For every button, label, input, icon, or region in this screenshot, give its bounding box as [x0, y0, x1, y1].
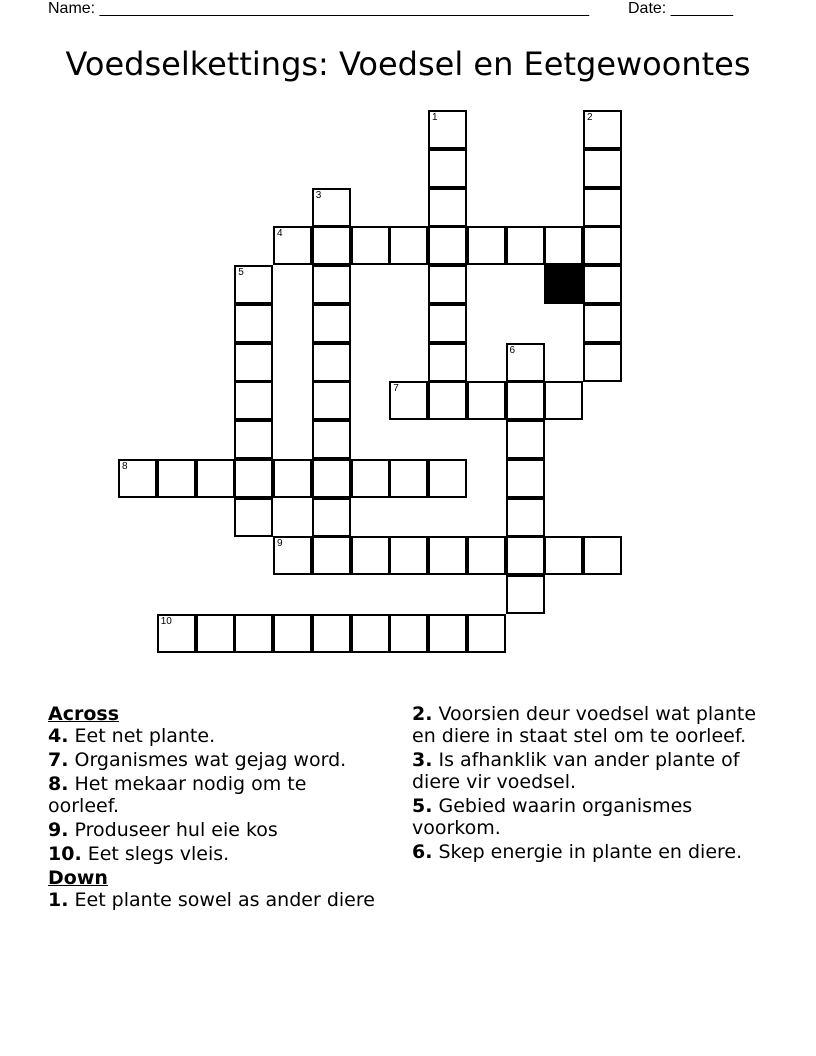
grid-cell[interactable] [506, 498, 545, 537]
grid-cell[interactable] [544, 381, 583, 420]
grid-cell[interactable] [506, 226, 545, 265]
grid-cell[interactable] [312, 188, 351, 227]
clues-column-right [412, 703, 782, 865]
grid-cell[interactable] [234, 265, 273, 304]
clue-across-4: 4. Eet net plante. [48, 725, 216, 747]
clue-across-9: 9. Produseer hul eie kos [48, 819, 278, 841]
grid-cell[interactable] [544, 536, 583, 575]
clue-number: 6 [509, 344, 516, 356]
clue-down-5: 5. Gebied waarin organismes voorkom. [412, 795, 693, 839]
grid-cell[interactable] [428, 614, 467, 653]
grid-cell[interactable] [273, 536, 312, 575]
grid-cell[interactable] [428, 110, 467, 149]
grid-cell[interactable] [312, 536, 351, 575]
grid-cell[interactable] [428, 149, 467, 188]
grid-cell[interactable] [583, 188, 622, 227]
grid-cell[interactable] [351, 614, 390, 653]
grid-cell[interactable] [389, 381, 428, 420]
grid-cell[interactable] [583, 304, 622, 343]
grid-cell[interactable] [583, 110, 622, 149]
down-heading: Down [48, 867, 108, 889]
grid-cell[interactable] [312, 614, 351, 653]
grid-cell[interactable] [234, 381, 273, 420]
grid-cell[interactable] [583, 536, 622, 575]
grid-cell[interactable] [583, 226, 622, 265]
clue-across-7: 7. Organismes wat gejag word. [48, 749, 347, 771]
grid-cell[interactable] [544, 226, 583, 265]
grid-cell[interactable] [428, 188, 467, 227]
name-field[interactable]: Name: _______________________________________________________ [48, 0, 589, 17]
grid-cell[interactable] [273, 614, 312, 653]
date-field[interactable]: Date: _______ [628, 0, 733, 17]
grid-cell[interactable] [583, 149, 622, 188]
grid-cell[interactable] [428, 459, 467, 498]
clue-number: 10 [160, 615, 172, 627]
filled-cell [544, 265, 583, 304]
clue-number: 2 [587, 112, 593, 123]
grid-cell[interactable] [428, 536, 467, 575]
grid-cell[interactable] [428, 265, 467, 304]
clue-across-10: 10. Eet slegs vleis. [48, 843, 230, 865]
grid-cell[interactable] [506, 381, 545, 420]
grid-cell[interactable] [428, 304, 467, 343]
grid-cell[interactable] [467, 614, 506, 653]
grid-cell[interactable] [389, 459, 428, 498]
grid-cell[interactable] [312, 498, 351, 537]
clue-number: 5 [238, 267, 244, 278]
grid-cell[interactable] [506, 343, 545, 382]
across-heading: Across [48, 703, 120, 725]
grid-cell[interactable] [389, 614, 428, 653]
clue-down-1: 1. Eet plante sowel as ander diere [48, 889, 375, 911]
grid-cell[interactable] [506, 536, 545, 575]
clue-down-2: 2. Voorsien deur voedsel wat plante en diere in staat stel om te oorleef. [412, 703, 757, 747]
grid-cell[interactable] [428, 226, 467, 265]
grid-cell[interactable] [389, 536, 428, 575]
grid-cell[interactable] [118, 459, 157, 498]
grid-cell[interactable] [351, 459, 390, 498]
page-title: Voedselkettings: Voedsel en Eetgewoontes [65, 45, 751, 83]
grid-cell[interactable] [312, 381, 351, 420]
clue-number: 4 [277, 228, 283, 240]
clue-number: 7 [393, 383, 399, 395]
grid-cell[interactable] [273, 226, 312, 265]
grid-cell[interactable] [312, 459, 351, 498]
grid-cell[interactable] [157, 459, 196, 498]
clue-down-6: 6. Skep energie in plante en diere. [412, 841, 743, 863]
grid-cell[interactable] [389, 226, 428, 265]
clue-number: 3 [315, 189, 322, 201]
grid-cell[interactable] [312, 226, 351, 265]
grid-cell[interactable] [583, 265, 622, 304]
clue-number: 1 [432, 112, 438, 123]
grid-cell[interactable] [234, 459, 273, 498]
grid-cell[interactable] [312, 343, 351, 382]
clue-number: 8 [122, 460, 128, 472]
grid-cell[interactable] [234, 304, 273, 343]
grid-cell[interactable] [506, 575, 545, 614]
grid-cell[interactable] [312, 420, 351, 459]
grid-cell[interactable] [467, 226, 506, 265]
grid-cell[interactable] [234, 614, 273, 653]
grid-cell[interactable] [196, 614, 235, 653]
grid-cell[interactable] [467, 536, 506, 575]
grid-cell[interactable] [234, 498, 273, 537]
grid-cell[interactable] [428, 381, 467, 420]
grid-cell[interactable] [351, 536, 390, 575]
grid-cell[interactable] [506, 459, 545, 498]
grid-cell[interactable] [351, 226, 390, 265]
clue-number: 9 [277, 538, 283, 550]
grid-cell[interactable] [506, 420, 545, 459]
grid-cell[interactable] [273, 459, 312, 498]
grid-cell[interactable] [157, 614, 196, 653]
grid-cell[interactable] [196, 459, 235, 498]
clue-across-8: 8. Het mekaar nodig om te oorleef. [48, 773, 307, 817]
clues-column-left [48, 703, 378, 913]
grid-cell[interactable] [428, 343, 467, 382]
grid-cell[interactable] [312, 265, 351, 304]
grid-cell[interactable] [234, 343, 273, 382]
grid-cell[interactable] [234, 420, 273, 459]
grid-cell[interactable] [583, 343, 622, 382]
grid-cell[interactable] [467, 381, 506, 420]
grid-cell[interactable] [312, 304, 351, 343]
clue-down-3: 3. Is afhanklik van ander plante of diere vir voedsel. [412, 749, 740, 793]
